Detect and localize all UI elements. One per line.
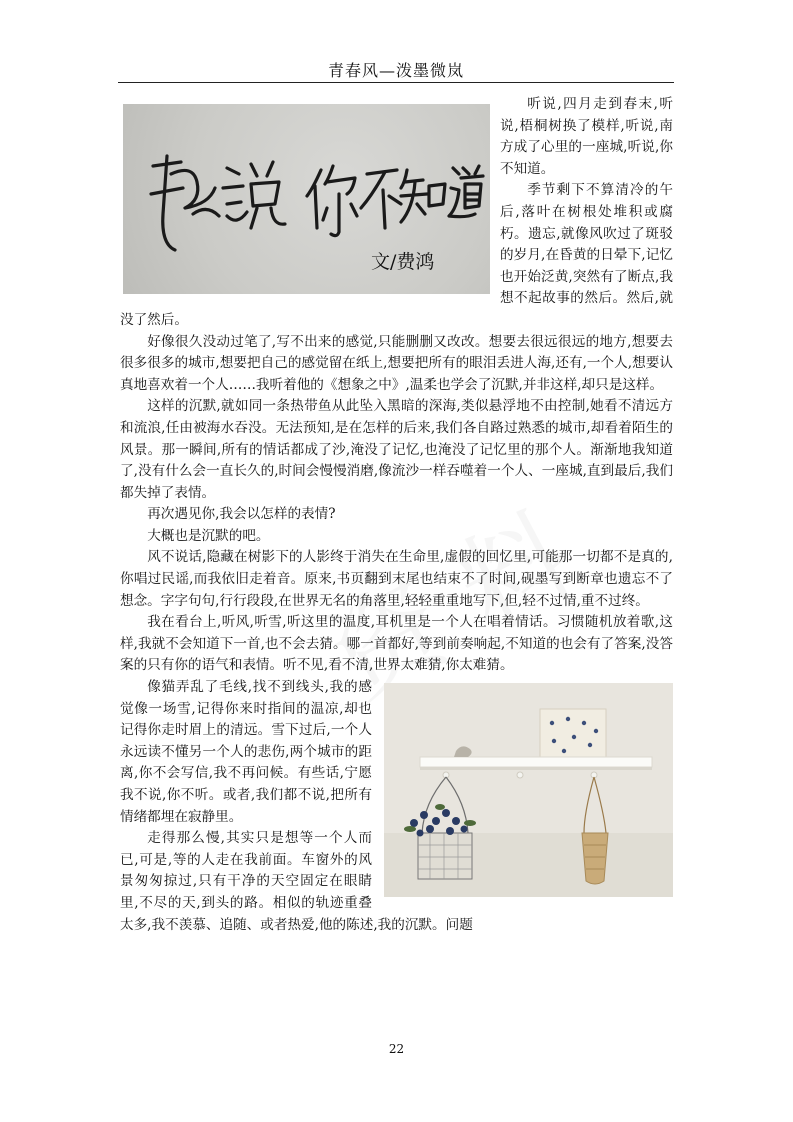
page-number: 22 [388,1042,405,1056]
paragraph-9: 像猫弄乱了毛线,找不到线头,我的感觉像一场雪,记得你来时指间的温凉,却也记得你走时眉上的清远。雪下过后,一个人永远读不懂另一个人的悲伤,两个城市的距离,你不会写信,我不再问候。有些话,宁愿我不说,你不听。或者,我们都不说,把所有情绪都埋在寂静里。 [120,679,372,825]
decor-photo [384,683,673,897]
paragraph-3: 好像很久没动过笔了,写不出来的感觉,只能删删又改改。想要去很远很远的地方,想要去很多很多的城市,想要把自己的感觉留在纸上,想要把所有的眼泪丢进人海,还有,一个人,想要认真地喜欢着一个人……我听着他的《想象之中》,温柔也学会了沉默,并非这样,却只是这样。 [120,333,673,393]
paragraph-4: 这样的沉默,就如同一条热带鱼从此坠入黑暗的深海,类似悬浮地不由控制,她看不清远方和流浪,任由被海水吞没。无法预知,是在怎样的后来,我们各自路过熟悉的城市,却看着陌生的风景。那一瞬间,所有的情话都成了沙,淹没了记忆,也淹没了记忆里的那个人。渐渐地我知道了,没有什么会一直长久的,时间会慢慢消磨,像流沙一样吞噬着一个人、一座城,直到最后,我们都失掉了表情。 [120,398,673,501]
paragraph-8: 我在看台上,听风,听雪,听这里的温度,耳机里是一个人在唱着情话。习惯随机放着歌,这样,我就不会知道下一首,也不会去猜。哪一首都好,等到前奏响起,不知道的也会有了答案,没答案的只有你的语气和表情。听不见,看不清,世界太难猜,你太难猜。 [120,614,673,674]
paragraph-6: 大概也是沉默的吧。 [147,527,270,544]
article-body [120,94,673,936]
title-calligraphy-image [123,104,490,294]
wall-shelf-photo-art [384,683,673,897]
title-author-text: 文/费鸿 [371,251,435,273]
paragraph-2: 季节剩下不算清冷的午后,落叶在树根处堆积或腐朽。遗忘,就像风吹过了斑驳的岁月,在昏黄的日晕下,记忆也开始泛黄,突然有了断点,我想不起故事的然后。然后,就没了然后。 [120,182,673,328]
header-rule [118,82,674,83]
calligraphy-title-art [123,104,490,294]
running-header: 青春风—泼墨微岚 [327,61,464,80]
paragraph-1: 听说,四月走到春末,听说,梧桐树换了模样,听说,南方成了心里的一座城,听说,你不知道。 [500,96,673,177]
paragraph-10: 走得那么慢,其实只是想等一个人而已,可是,等的人走在我前面。车窗外的风景匆匆掠过,只有干净的天空固定在眼睛里,不尽的天,到头的路。相似的轨迹重叠太多,我不羡慕、追随、或者热爱,他的陈述,我的沉默。问题 [120,830,473,933]
paragraph-7: 风不说话,隐藏在树影下的人影终于消失在生命里,虚假的回忆里,可能那一切都不是真的,你唱过民谣,而我依旧走着音。原来,书页翻到末尾也结束不了时间,砚墨写到断章也遗忘不了想念。字字句句,行行段段,在世界无名的角落里,轻轻重重地写下,但,轻不过情,重不过终。 [120,549,673,609]
paragraph-5: 再次遇见你,我会以怎样的表情? [147,506,336,523]
